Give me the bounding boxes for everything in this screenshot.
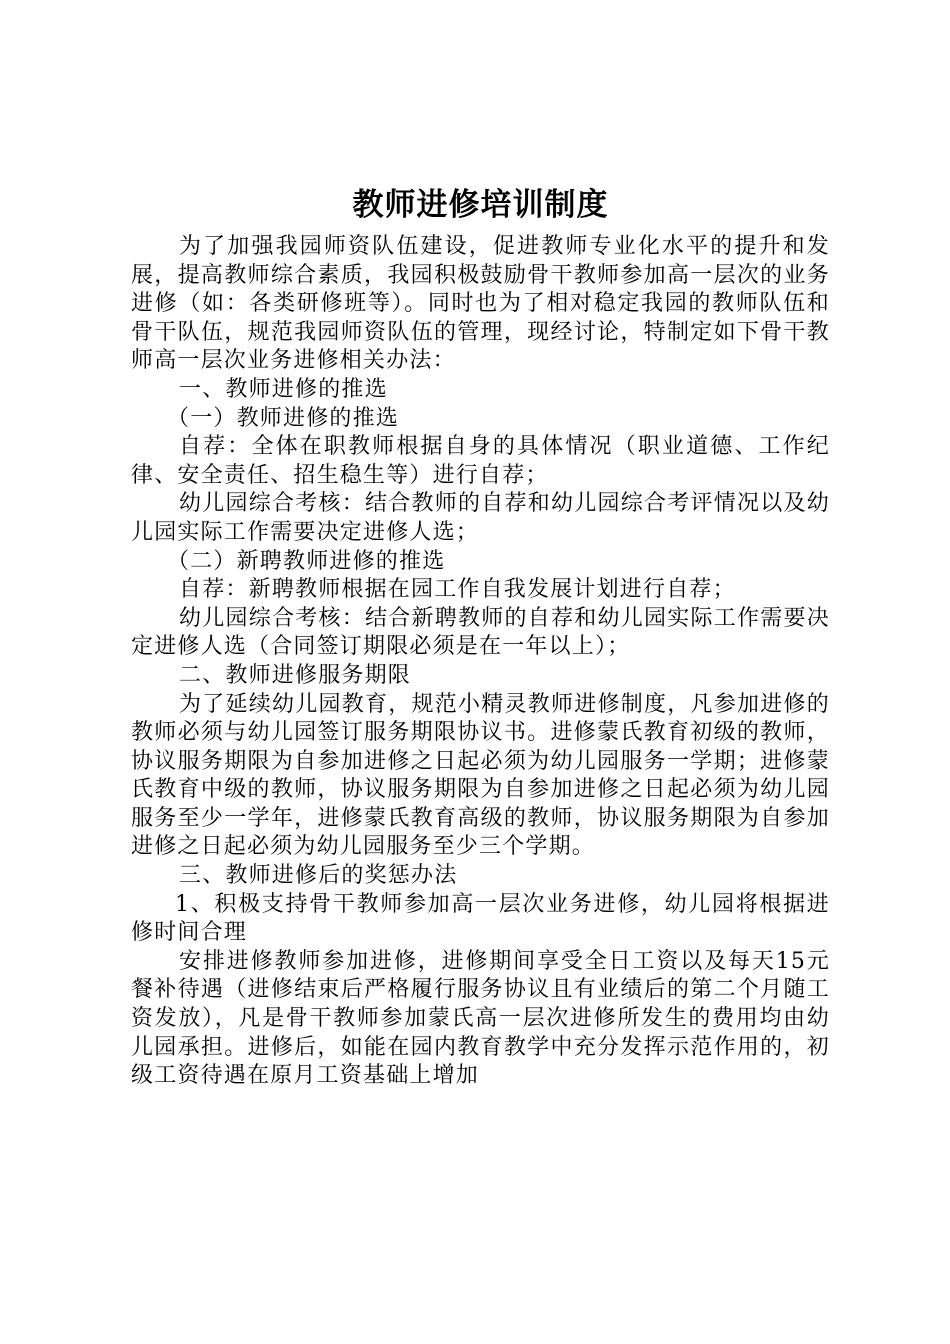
document-page <box>131 183 830 1091</box>
paragraph-item-1: 1、积极支持骨干教师参加高一层次业务进修，幼儿园将根据进修时间合理 <box>131 891 830 946</box>
section-heading-3: 三、教师进修后的奖惩办法 <box>179 863 458 889</box>
paragraph-service-term: 为了延续幼儿园教育，规范小精灵教师进修制度，凡参加进修的教师必须与幼儿园签订服务期限协议书。进修蒙氏教育初级的教师，协议服务期限为自参加进修之日起必须为幼儿园服务一学期；进修蒙氏教育中级的教师，协议服务期限为自参加进修之日起必须为幼儿园服务至少一学年，进修蒙氏教育高级的教师，协议服务期限为自参加进修之日起必须为幼儿园服务至少三个学期。 <box>131 691 830 860</box>
section-heading-2: 二、教师进修服务期限 <box>179 662 412 688</box>
paragraph-assessment: 幼儿园综合考核：结合教师的自荐和幼儿园综合考评情况以及幼儿园实际工作需要决定进修人选； <box>131 491 830 545</box>
subsection-heading-2: （二）新聘教师进修的推选 <box>167 548 446 574</box>
paragraph-new-self-recommend: 自荐：新聘教师根据在园工作自我发展计划进行自荐； <box>179 577 736 603</box>
intro-paragraph: 为了加强我园师资队伍建设，促进教师专业化水平的提升和发展，提高教师综合素质，我园积极鼓励骨干教师参加高一层次的业务进修（如：各类研修班等）。同时也为了相对稳定我园的教师队伍和骨干队伍，规范我园师资队伍的管理，现经讨论，特制定如下骨干教师高一层次业务进修相关办法： <box>131 234 830 374</box>
document-title: 教师进修培训制度 <box>352 187 609 223</box>
section-heading-1: 一、教师进修的推选 <box>179 376 388 402</box>
paragraph-self-recommend: 自荐：全体在职教师根据自身的具体情况（职业道德、工作纪律、安全责任、招生稳生等）进行自荐； <box>131 434 830 488</box>
subsection-heading-1: （一）教师进修的推选 <box>167 405 400 431</box>
paragraph-arrangement: 安排进修教师参加进修，进修期间享受全日工资以及每天15元餐补待遇（进修结束后严格履行服务协议且有业绩后的第二个月随工资发放），凡是骨干教师参加蒙氏高一层次进修所发生的费用均由幼儿园承担。进修后，如能在园内教育教学中充分发挥示范作用的，初级工资待遇在原月工资基础上增加 <box>131 948 830 1089</box>
paragraph-new-assessment: 幼儿园综合考核：结合新聘教师的自荐和幼儿园实际工作需要决定进修人选（合同签订期限必须是在一年以上）； <box>131 605 830 660</box>
